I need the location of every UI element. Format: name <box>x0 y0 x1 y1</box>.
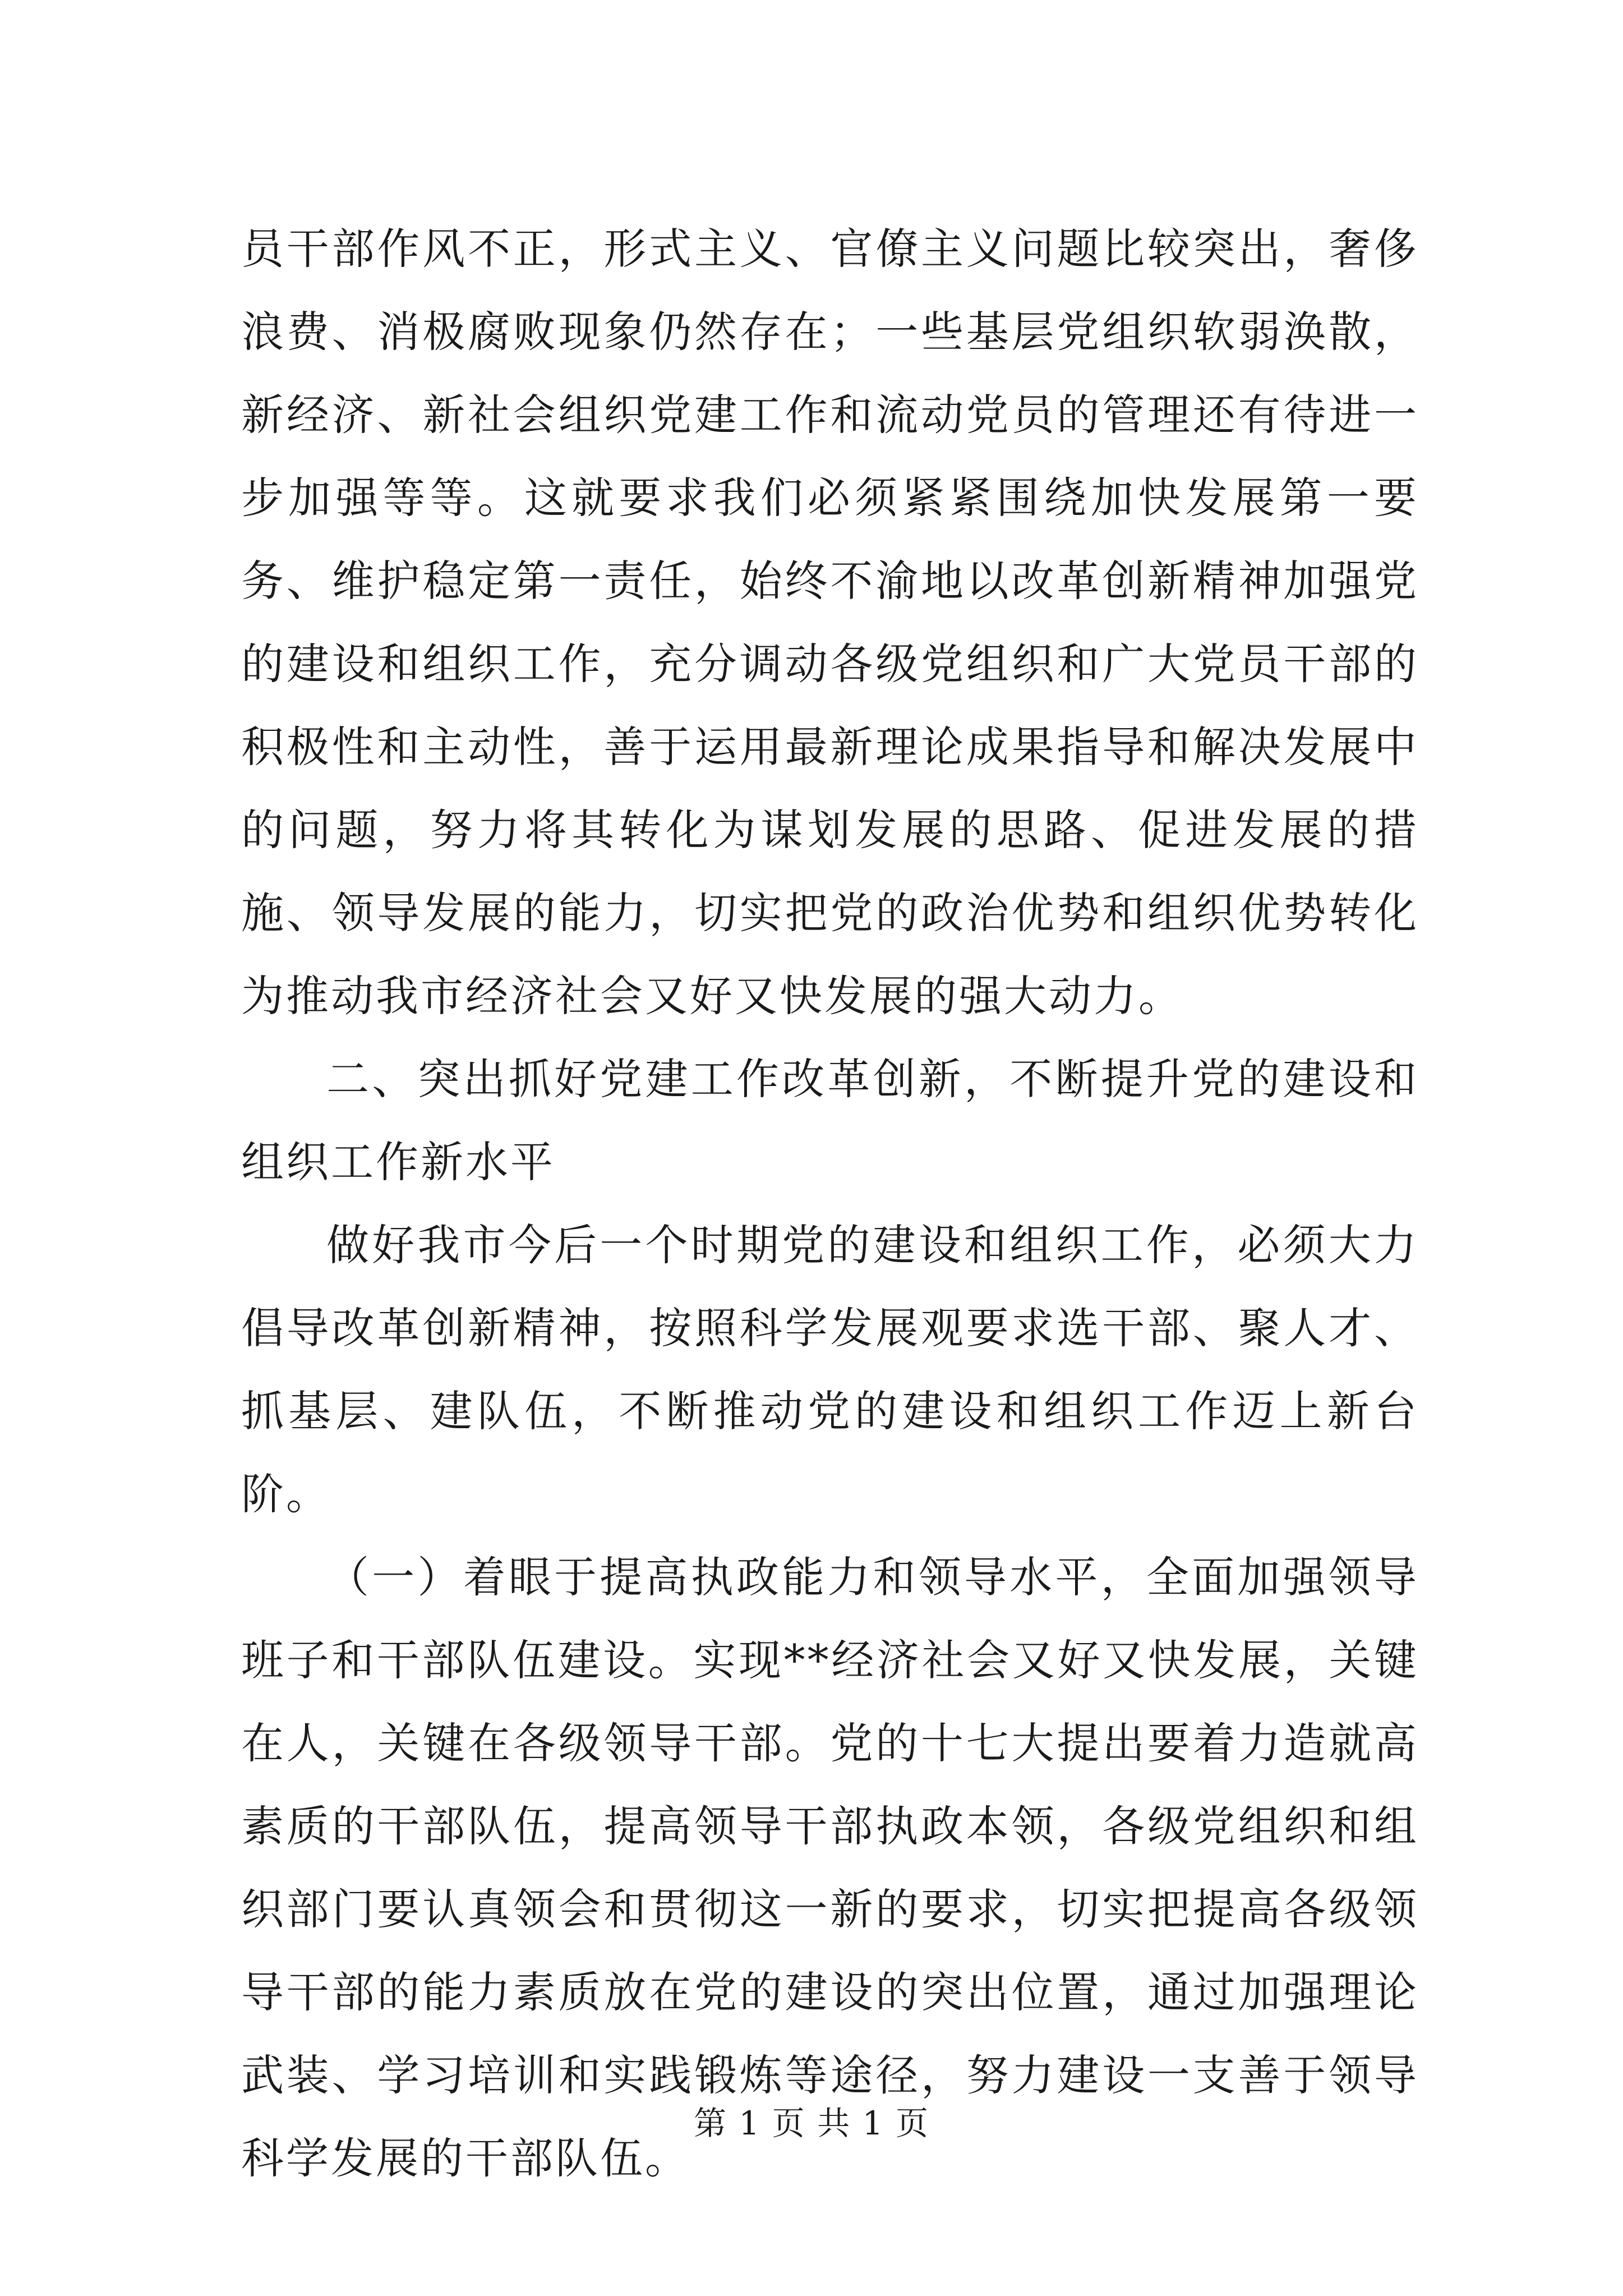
body-paragraph: 做好我市今后一个时期党的建设和组织工作，必须大力倡导改革创新精神，按照科学发展观要求选干部、聚人才、抓基层、建队伍，不断推动党的建设和组织工作迈上新台阶。 <box>241 1220 1419 1519</box>
body-paragraph-continued: 员干部作风不正，形式主义、官僚主义问题比较突出，奢侈浪费、消极腐败现象仍然存在；一些基层党组织软弱涣散，新经济、新社会组织党建工作和流动党员的管理还有待进一步加强等等。这就要求我们必须紧紧围绕加快发展第一要务、维护稳定第一责任，始终不渝地以改革创新精神加强党的建设和组织工作，充分调动各级党组织和广大党员干部的积极性和主动性，善于运用最新理论成果指导和解决发展中的问题，努力将其转化为谋划发展的思路、促进发展的措施、领导发展的能力，切实把党的政治优势和组织优势转化为推动我市经济社会又好又快发展的强大动力。 <box>241 224 1419 1021</box>
body-paragraph: （一）着眼于提高执政能力和领导水平，全面加强领导班子和干部队伍建设。实现**经济社会又好又快发展，关键在人，关键在各级领导干部。党的十七大提出要着力造就高素质的干部队伍，提高领导干部执政本领，各级党组织和组织部门要认真领会和贯彻这一新的要求，切实把提高各级领导干部的能力素质放在党的建设的突出位置，通过加强理论武装、学习培训和实践锻炼等途径，努力建设一支善于领导科学发展的干部队伍。 <box>241 1552 1419 2183</box>
document-body <box>241 208 1419 2200</box>
section-heading: 二、突出抓好党建工作改革创新，不断提升党的建设和组织工作新水平 <box>241 1054 1419 1187</box>
page-footer: 第 1 页 共 1 页 <box>694 2104 929 2142</box>
